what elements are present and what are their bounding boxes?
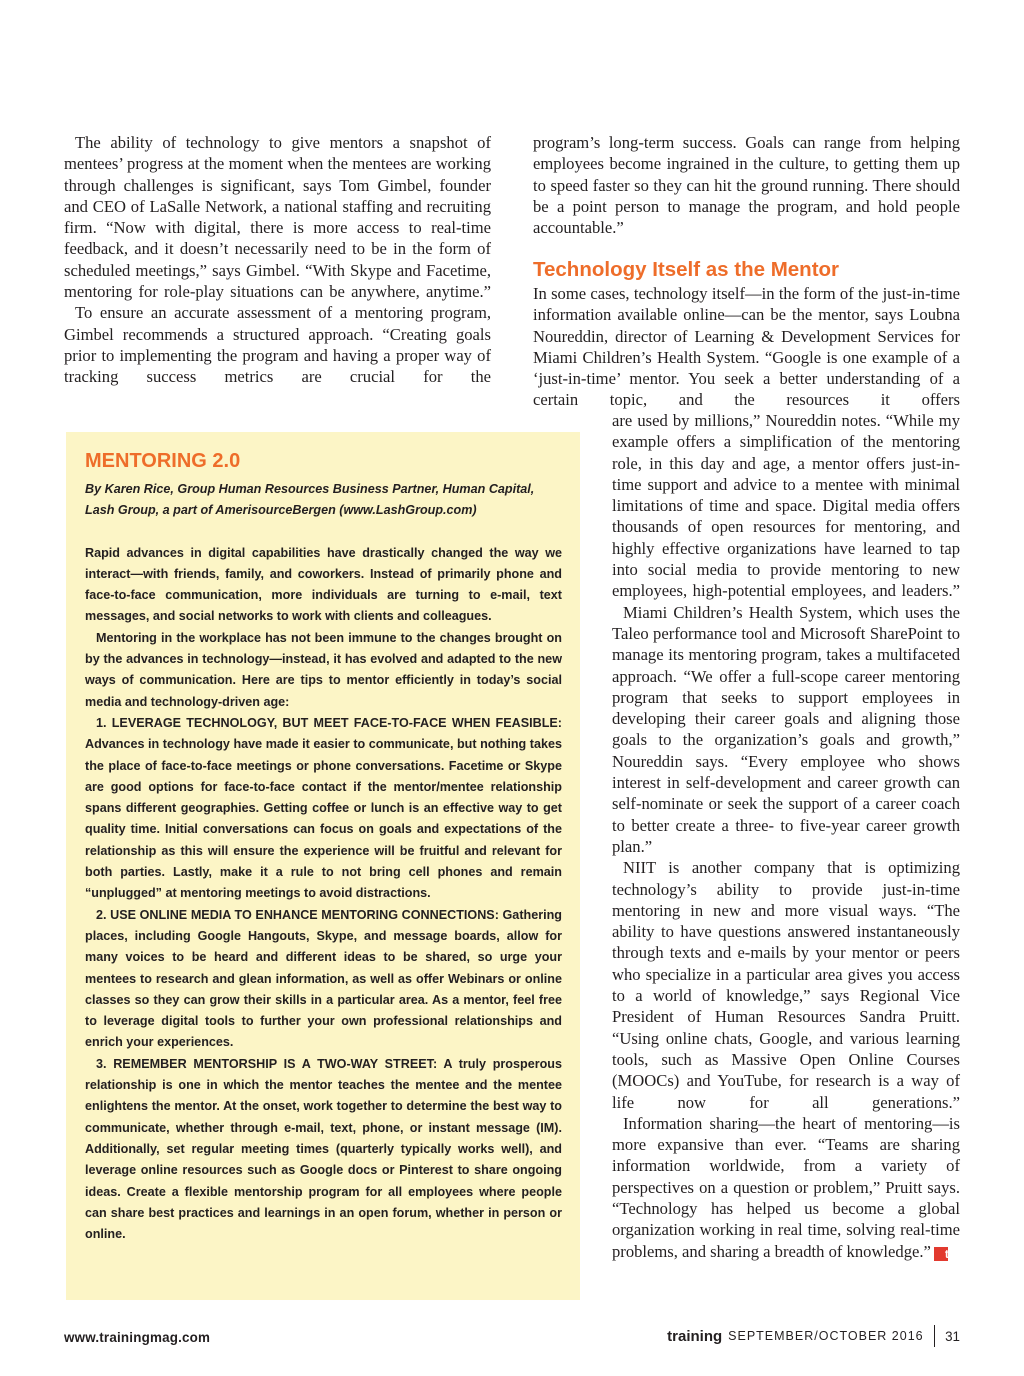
footer-brand: training xyxy=(667,1327,723,1345)
body-paragraph: Miami Children’s Health System, which uses the Taleo performance tool and Microsoft SharePoint to manage its mentoring program, takes a multifaceted approach. “We offer a full-scope career mentoring program that seeks to support employees in developing their career goals and aligning those goals to the organization’s goals and growth,” Noureddin says. “Every employee who shows interest in self-development and career growth can self-nominate or seek the support of a career coach to better create a three- to five-year career growth plan.” xyxy=(612,602,960,856)
sidebar-body xyxy=(85,543,562,1246)
footer-folio xyxy=(667,1325,960,1347)
page-number: 31 xyxy=(945,1328,960,1344)
sidebar-tip-2: 2. USE ONLINE MEDIA TO ENHANCE MENTORING CONNECTIONS: Gathering places, including Google Hangouts, Skype, and message boards, allow for many voices to be heard and different ideas to be shared, so urge your mentees to research and glean information, as well as offer Webinars or online classes so they can grow their skills in a particular area. As a mentor, feel free to leverage digital tools to further your own professional relationships and enrich your experiences. xyxy=(85,907,562,1050)
left-column xyxy=(64,132,491,388)
sidebar-byline: By Karen Rice, Group Human Resources Business Partner, Human Capital, Lash Group, a part of AmerisourceBergen (www.LashGroup.com) xyxy=(85,482,535,518)
section-heading: Technology Itself as the Mentor xyxy=(533,258,840,281)
body-paragraph: The ability of technology to give mentors a snapshot of mentees’ progress at the moment when the mentees are working through challenges is significant, says Tom Gimbel, founder and CEO of LaSalle Network, a national staffing and recruiting firm. “Now with digital, there is more access to real-time feedback, and it doesn’t necessarily need to be in the form of scheduled meetings,” says Gimbel. “With Skype and Facetime, mentoring for role-play situations can be anywhere, anytime.” xyxy=(64,133,491,302)
sidebar-title: MENTORING 2.0 xyxy=(85,450,241,472)
footer-divider xyxy=(934,1325,936,1347)
right-column-continued xyxy=(612,410,960,1262)
closing-text: Information sharing—the heart of mentoring—is more expansive than ever. “Teams are sharing information worldwide, from a variety of perspectives on a question or problem,” Pruitt says. “Technology has helped us become a global organization working in real time, solving real-time problems, and sharing a breadth of knowledge.” xyxy=(612,1113,960,1261)
body-paragraph: In some cases, technology itself—in the form of the just-in-time information available online—can be the mentor, says Loubna Noureddin, director of Learning & Development Services for Miami Children’s Health System. “Google is one example of a ‘just-in-time’ mentor. You seek a better understanding of a certain topic, and the resources it offers xyxy=(533,284,960,410)
section-intro xyxy=(533,283,960,411)
body-paragraph xyxy=(612,1113,960,1262)
sidebar-paragraph: Mentoring in the workplace has not been immune to the changes brought on by the advances in technology—instead, it has evolved and adapted to the new ways of communication. Here are tips to mentor efficiently in today’s social media and technology-driven age: xyxy=(85,630,562,709)
sidebar-box xyxy=(66,432,580,1300)
body-paragraph: are used by millions,” Noureddin notes. “While my example offers a simplification of the mentoring role, in this day and age, a mentor offers just-in-time support and advice to a mentee with minimal limitations of time and space. Digital media offers thousands of open resources for mentoring, and highly effective organizations have learned to tap into social media to provide mentoring to new employees, high-potential employees, and leaders.” xyxy=(612,411,960,601)
right-column-top xyxy=(533,132,960,238)
footer-issue: SEPTEMBER/OCTOBER 2016 xyxy=(728,1329,924,1343)
footer-website: www.trainingmag.com xyxy=(64,1330,211,1345)
body-paragraph: To ensure an accurate assessment of a mentoring program, Gimbel recommends a structured approach. “Creating goals prior to implementing the program and having a proper way of tracking success metrics are crucial for the xyxy=(64,303,491,387)
end-mark-icon: t xyxy=(934,1247,948,1261)
body-paragraph: NIIT is another company that is optimizing technology’s ability to provide just-in-time mentoring in new and more visual ways. “The ability to have questions answered instantaneously through texts and e-mails by your mentor or peers who specialize in a particular area gives you access to a world of knowledge,” says Regional Vice President of Human Resources Sandra Pruitt. “Using online chats, Google, and various learning tools, such as Massive Open Online Courses (MOOCs) and YouTube, for research is a way of life now for all generations.” xyxy=(612,858,960,1112)
body-paragraph: program’s long-term success. Goals can range from helping employees become ingrained in the culture, to getting them up to speed faster so they can hit the ground running. There should be a point person to manage the program, and hold people accountable.” xyxy=(533,133,960,238)
sidebar-tip-1: 1. LEVERAGE TECHNOLOGY, BUT MEET FACE-TO-FACE WHEN FEASIBLE: Advances in technology have made it easier to communicate, but nothing takes the place of face-to-face meetings or phone conversations. Facetime or Skype are good options for face-to-face contact if the mentor/mentee relationship spans different geographies. Getting coffee or lunch is an effective way to get quality time. Initial conversations can focus on goals and expectations of the relationship as this will ensure the experience will be fruitful and relevant for both parties. Lastly, make it a rule to not bring cell phones and remain “unplugged” at mentoring meetings to avoid distractions. xyxy=(85,715,562,901)
sidebar-tip-3: 3. REMEMBER MENTORSHIP IS A TWO-WAY STREET: A truly prosperous relationship is one in which the mentor teaches the mentee and the mentee enlightens the mentor. At the onset, work together to determine the best way to communicate, whether through e-mail, text, phone, or instant message (IM). Additionally, set regular meeting times (quarterly typically works well), and leverage online resources such as Google docs or Pinterest to share ongoing ideas. Create a flexible mentorship program for all employees where people can share best practices and learnings in an open forum, whether in person or online. xyxy=(85,1056,562,1242)
sidebar-paragraph: Rapid advances in digital capabilities have drastically changed the way we interact—with friends, family, and coworkers. Instead of primarily phone and face-to-face communication, more individuals are turning to e-mail, text messages, and social networks to work with clients and colleagues. xyxy=(85,545,562,624)
